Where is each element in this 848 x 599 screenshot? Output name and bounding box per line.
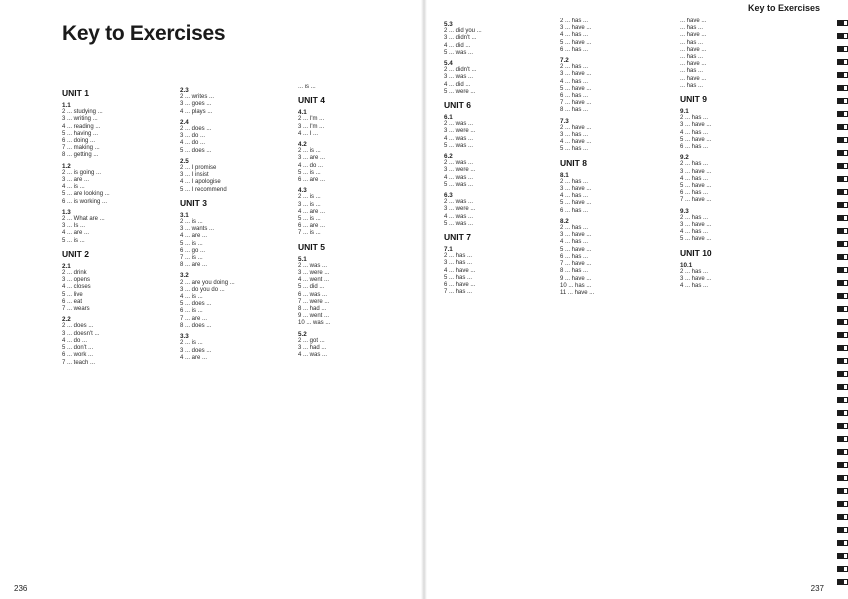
answer-line: 9 ... went ... xyxy=(298,313,330,320)
exercise-number: 6.2 xyxy=(444,153,453,161)
answer-line: 4 ... is ... xyxy=(62,184,85,191)
answer-line: 2 ... has ... xyxy=(560,178,589,185)
answer-line: 3 ... has ... xyxy=(560,132,589,139)
answer-line: 5 ... was ... xyxy=(444,220,474,227)
exercise-number: 10.1 xyxy=(680,261,693,269)
answer-line: 4 ... has ... xyxy=(560,32,589,39)
answer-line: 7 ... making ... xyxy=(62,145,100,152)
exercise-number: 4.1 xyxy=(298,109,307,117)
answer-line: 3 ... have ... xyxy=(680,168,712,175)
right-column-3 xyxy=(680,18,810,579)
exercise-number: 9.3 xyxy=(680,207,689,215)
answer-line: 3 ... were ... xyxy=(444,128,476,135)
answer-line: 2 ... was ... xyxy=(444,121,474,128)
answer-line: ... has ... xyxy=(680,82,704,89)
answer-line: 5 ... was ... xyxy=(444,181,474,188)
thumb-tab xyxy=(837,332,848,338)
thumb-tab xyxy=(837,527,848,533)
answer-line: 7 ... has ... xyxy=(444,289,473,296)
thumb-tab xyxy=(837,449,848,455)
answer-line: 6 ... has ... xyxy=(680,190,709,197)
answer-line: 5 ... have ... xyxy=(680,136,712,143)
answer-line: 4 ... was ... xyxy=(444,213,474,220)
answer-line: 6 ... has ... xyxy=(560,93,589,100)
answer-line: 2 ... drink xyxy=(62,270,87,277)
answer-line: 8 ... had ... xyxy=(298,306,327,313)
answer-line: 4 ... has ... xyxy=(680,229,709,236)
exercise-number: 5.2 xyxy=(298,330,307,338)
thumb-tab xyxy=(837,306,848,312)
unit-heading: UNIT 4 xyxy=(298,95,325,106)
thumb-tab xyxy=(837,280,848,286)
exercise-number: 2.3 xyxy=(180,87,189,94)
page-title: Key to Exercises xyxy=(62,22,226,45)
exercise-number: 3.3 xyxy=(180,333,189,341)
answer-line: 2 ... has ... xyxy=(560,64,589,71)
answer-line: 4 ... are ... xyxy=(62,230,90,237)
answer-line: 7 ... is ... xyxy=(180,255,203,262)
answer-line: ... has ... xyxy=(680,68,704,75)
answer-line: 2 ... was ... xyxy=(444,199,474,206)
exercise-number: 6.1 xyxy=(444,114,453,122)
unit-heading: UNIT 5 xyxy=(298,241,325,252)
answer-line: 5 ... was ... xyxy=(444,49,474,56)
answer-line: 3 ... have ... xyxy=(680,222,712,229)
answer-line: 6 ... are ... xyxy=(298,177,326,184)
thumb-tab xyxy=(837,228,848,234)
exercise-number: 2.5 xyxy=(180,157,189,165)
thumb-tab xyxy=(837,137,848,143)
thumb-tab xyxy=(837,475,848,481)
answer-line: 6 ... has ... xyxy=(560,253,589,260)
thumb-tab xyxy=(837,98,848,104)
answer-line: 4 ... reading ... xyxy=(62,123,101,130)
answer-line: 6 ... work ... xyxy=(62,352,94,359)
answer-line: 2 ... does ... xyxy=(180,126,212,133)
answer-line: 2 ... has ... xyxy=(680,214,709,221)
answer-line: 7 ... have ... xyxy=(560,100,592,107)
unit-heading: UNIT 9 xyxy=(680,94,707,105)
answer-line: 6 ... has ... xyxy=(560,207,589,214)
answer-line: 11 ... have ... xyxy=(560,289,595,296)
thumb-tab xyxy=(837,371,848,377)
answer-line: 2 ... has ... xyxy=(680,161,709,168)
answer-line: ... has ... xyxy=(680,54,704,61)
answer-line: 9 ... have ... xyxy=(560,275,592,282)
exercise-number: 6.3 xyxy=(444,192,453,200)
answer-line: 5 ... have ... xyxy=(560,85,592,92)
answer-line: 3 ... was ... xyxy=(444,74,474,81)
answer-line: 3 ... do ... xyxy=(180,133,206,140)
answer-line: 2 ... has ... xyxy=(560,18,589,24)
answer-line: 6 ... is ... xyxy=(180,308,203,315)
answer-line: 5 ... have ... xyxy=(680,183,712,190)
thumb-tab xyxy=(837,345,848,351)
answer-line: 5 ... have ... xyxy=(560,246,592,253)
thumb-tab xyxy=(837,33,848,39)
answer-line: 2 ... has ... xyxy=(680,268,709,275)
answer-line: 3 ... didn't ... xyxy=(444,35,477,42)
answer-line: 3 ... does ... xyxy=(180,347,212,354)
answer-line: 4 ... was ... xyxy=(444,174,474,181)
answer-line: 5 ... is ... xyxy=(298,216,321,223)
answer-line: 4 ... are ... xyxy=(180,354,208,361)
thumb-tab xyxy=(837,540,848,546)
answer-line: 4 ... went ... xyxy=(298,277,330,284)
thumb-tab xyxy=(837,215,848,221)
answer-line: 5 ... don't ... xyxy=(62,345,94,352)
answer-line: 2 ... got ... xyxy=(298,337,325,344)
answer-line: 4 ... was ... xyxy=(444,135,474,142)
answer-line: 5 ... were ... xyxy=(444,88,476,95)
left-page-number: 236 xyxy=(14,584,28,593)
thumb-tab xyxy=(837,358,848,364)
answer-line: 4 ... did ... xyxy=(444,81,471,88)
answer-line: 7 ... wears xyxy=(62,306,90,313)
answer-line: 6 ... has ... xyxy=(680,144,709,151)
thumb-tab xyxy=(837,124,848,130)
answer-line: ... have ... xyxy=(680,61,707,68)
answer-line: 2 ... are you doing ... xyxy=(180,279,235,286)
answer-line: 3 ... have ... xyxy=(560,232,592,239)
exercise-number: 1.1 xyxy=(62,102,71,109)
thumb-tab xyxy=(837,462,848,468)
answer-line: 3 ... had ... xyxy=(298,345,327,352)
answer-line: 4 ... have ... xyxy=(444,267,476,274)
unit-heading: UNIT 3 xyxy=(180,197,207,208)
answer-line: 6 ... have ... xyxy=(444,282,476,289)
answer-line: 3 ... goes ... xyxy=(180,101,212,108)
answer-line: 4 ... has ... xyxy=(560,239,589,246)
answer-line: 2 ... is ... xyxy=(298,148,321,155)
answer-line: 3 ... has ... xyxy=(444,260,473,267)
answer-line: 4 ... has ... xyxy=(680,283,709,290)
answer-line: 3 ... opens xyxy=(62,277,91,284)
exercise-number: 2.2 xyxy=(62,316,71,324)
exercise-number: 3.1 xyxy=(180,211,189,219)
thumb-tab xyxy=(837,553,848,559)
answer-line: 5 ... have ... xyxy=(560,39,592,46)
answer-line: 4 ... do ... xyxy=(298,162,324,169)
answer-line: 8 ... has ... xyxy=(560,107,589,114)
exercise-number: 1.3 xyxy=(62,208,71,216)
thumb-tab xyxy=(837,267,848,273)
answer-line: 3 ... doesn't ... xyxy=(62,330,100,337)
answer-line: 4 ... did ... xyxy=(444,42,471,49)
answer-line: 5 ... having ... xyxy=(62,130,99,137)
answer-line: 2 ... is going ... xyxy=(62,169,102,176)
thumb-tab xyxy=(837,176,848,182)
answer-line: 2 ... was ... xyxy=(298,262,328,269)
answer-line: 4 ... I ... xyxy=(298,130,319,137)
exercise-number: 5.3 xyxy=(444,21,453,28)
exercise-number: 7.3 xyxy=(560,117,569,125)
thumb-tab xyxy=(837,514,848,520)
thumb-tab xyxy=(837,59,848,65)
answer-line: 3 ... I'm ... xyxy=(298,123,325,130)
answer-line: 4 ... do ... xyxy=(180,140,206,147)
thumb-tab xyxy=(837,150,848,156)
answer-line: 7 ... are ... xyxy=(180,315,208,322)
answer-line: 5 ... does ... xyxy=(180,147,212,154)
answer-line: 5 ... does ... xyxy=(180,301,212,308)
exercise-number: 9.2 xyxy=(680,154,689,162)
answer-line: ... has ... xyxy=(680,39,704,46)
answer-line: 4 ... closes xyxy=(62,284,91,291)
thumb-tab xyxy=(837,423,848,429)
left-column-1 xyxy=(62,84,170,579)
right-column-1 xyxy=(444,18,552,579)
answer-line: 3 ... do you do ... xyxy=(180,286,225,293)
unit-heading: UNIT 2 xyxy=(62,248,89,259)
exercise-number: 5.4 xyxy=(444,60,453,68)
answer-line: 7 ... have ... xyxy=(680,197,712,204)
answer-line: 7 ... is ... xyxy=(298,230,321,237)
left-column-2 xyxy=(180,84,288,579)
answer-line: 3 ... were ... xyxy=(444,206,476,213)
answer-line: 5 ... was ... xyxy=(444,142,474,149)
unit-heading: UNIT 6 xyxy=(444,100,471,111)
answer-line: ... have ... xyxy=(680,32,707,39)
answer-line: 3 ... have ... xyxy=(560,186,592,193)
answer-line: 3 ... have ... xyxy=(560,25,592,32)
answer-line: 2 ... didn't ... xyxy=(444,67,477,74)
answer-line: 2 ... has ... xyxy=(680,115,709,122)
answer-line: 7 ... have ... xyxy=(560,261,592,268)
answer-line: 2 ... does ... xyxy=(62,323,94,330)
answer-line: 5 ... has ... xyxy=(560,146,589,153)
right-page xyxy=(424,0,848,599)
answer-line: 5 ... is ... xyxy=(62,237,85,244)
answer-line: 3 ... writing ... xyxy=(62,116,98,123)
answer-line: 2 ... have ... xyxy=(560,124,592,131)
answer-line: 5 ... did ... xyxy=(298,284,325,291)
exercise-number: 3.2 xyxy=(180,272,189,280)
answer-line: 7 ... teach ... xyxy=(62,359,96,366)
exercise-number: 2.1 xyxy=(62,262,71,270)
answer-line: 4 ... do ... xyxy=(62,337,88,344)
answer-line: 5 ... have ... xyxy=(680,236,712,243)
answer-line: 3 ... is ... xyxy=(298,201,321,208)
thumb-tab xyxy=(837,241,848,247)
exercise-number: 2.4 xyxy=(180,118,189,126)
unit-heading: UNIT 8 xyxy=(560,157,587,168)
thumb-tab xyxy=(837,202,848,208)
left-column-3 xyxy=(298,84,410,579)
answer-line: 3 ... were ... xyxy=(298,270,330,277)
answer-line: 3 ... wants ... xyxy=(180,226,215,233)
answer-line: 8 ... has ... xyxy=(560,268,589,275)
answer-line: 6 ... go ... xyxy=(180,247,206,254)
thumb-tab xyxy=(837,189,848,195)
answer-line: 2 ... has ... xyxy=(444,253,473,260)
answer-line: ... have ... xyxy=(680,18,707,24)
thumb-tab xyxy=(837,254,848,260)
thumb-tab xyxy=(837,566,848,572)
answer-line: 8 ... getting ... xyxy=(62,152,99,159)
answer-line: 7 ... were ... xyxy=(298,298,330,305)
thumb-tab xyxy=(837,72,848,78)
thumb-tab xyxy=(837,293,848,299)
thumb-tab xyxy=(837,488,848,494)
exercise-number: 7.1 xyxy=(444,246,453,254)
answer-line: 4 ... are ... xyxy=(180,233,208,240)
answer-line: 2 ... What are ... xyxy=(62,216,105,223)
answer-line: 2 ... I promise xyxy=(180,165,217,172)
answer-line: 2 ... has ... xyxy=(560,225,589,232)
answer-line: 5 ... are looking ... xyxy=(62,191,110,198)
thumb-tab xyxy=(837,579,848,585)
right-column-2 xyxy=(560,18,670,579)
exercise-number: 7.2 xyxy=(560,57,569,65)
answer-line: 2 ... did you ... xyxy=(444,28,482,35)
answer-line: 2 ... I'm ... xyxy=(298,116,325,123)
answer-line: 2 ... writes ... xyxy=(180,94,215,101)
answer-line: 2 ... is ... xyxy=(180,340,203,347)
answer-line: 5 ... have ... xyxy=(560,200,592,207)
thumb-tab xyxy=(837,501,848,507)
answer-line: 6 ... was ... xyxy=(298,291,328,298)
answer-line: 3 ... have ... xyxy=(680,276,712,283)
answer-line: 3 ... have ... xyxy=(560,71,592,78)
answer-line: 8 ... are ... xyxy=(180,262,208,269)
thumb-tab xyxy=(837,410,848,416)
answer-line: 6 ... is working ... xyxy=(62,198,108,205)
exercise-number: 5.1 xyxy=(298,255,307,263)
exercise-number: 8.2 xyxy=(560,217,569,225)
answer-line: 4 ... has ... xyxy=(560,78,589,85)
right-page-number: 237 xyxy=(810,584,824,593)
answer-line: 4 ... are ... xyxy=(298,208,326,215)
answer-line: 3 ... are ... xyxy=(62,177,90,184)
answer-line: 3 ... Is ... xyxy=(62,223,86,230)
answer-line: 2 ... was ... xyxy=(444,160,474,167)
unit-heading: UNIT 7 xyxy=(444,232,471,243)
answer-line: 6 ... has ... xyxy=(560,46,589,53)
answer-line: 5 ... I recommend xyxy=(180,186,227,193)
thumb-tab xyxy=(837,20,848,26)
answer-line: ... have ... xyxy=(680,46,707,53)
thumb-tab xyxy=(837,111,848,117)
thumb-tab xyxy=(837,46,848,52)
answer-line: 5 ... is ... xyxy=(298,169,321,176)
exercise-number: 1.2 xyxy=(62,162,71,170)
answer-line: 10 ... has ... xyxy=(560,282,592,289)
unit-heading: UNIT 10 xyxy=(680,247,712,258)
thumb-tab xyxy=(837,85,848,91)
answer-line: 5 ... live xyxy=(62,291,83,298)
thumb-tab xyxy=(837,163,848,169)
answer-line: 3 ... were ... xyxy=(444,167,476,174)
unit-heading: UNIT 1 xyxy=(62,88,89,98)
answer-line: 4 ... have ... xyxy=(560,139,592,146)
exercise-number: 9.1 xyxy=(680,108,689,116)
thumb-tab xyxy=(837,397,848,403)
thumb-tab xyxy=(837,436,848,442)
running-head: Key to Exercises xyxy=(747,3,820,13)
thumb-tab xyxy=(837,319,848,325)
thumb-tab xyxy=(837,384,848,390)
exercise-number: 4.2 xyxy=(298,141,307,149)
answer-line: ... has ... xyxy=(680,25,704,32)
answer-line: ... have ... xyxy=(680,75,707,82)
answer-line: 2 ... is ... xyxy=(180,219,203,226)
answer-line: 5 ... is ... xyxy=(180,240,203,247)
answer-line: 4 ... is ... xyxy=(180,294,203,301)
answer-line: 3 ... are ... xyxy=(298,155,326,162)
answer-line: 4 ... was ... xyxy=(298,352,328,359)
thumb-index-tabs xyxy=(836,20,848,599)
answer-line: 4 ... has ... xyxy=(560,193,589,200)
answer-line: 3 ... have ... xyxy=(680,122,712,129)
exercise-number: 4.3 xyxy=(298,187,307,195)
answer-line: 3 ... I insist xyxy=(180,172,209,179)
answer-line: ... is ... xyxy=(298,84,316,90)
answer-line: 4 ... plays ... xyxy=(180,108,213,115)
answer-line: 6 ... eat xyxy=(62,298,83,305)
answer-line: 6 ... are ... xyxy=(298,223,326,230)
answer-line: 10 ... was ... xyxy=(298,320,331,327)
answer-line: 5 ... has ... xyxy=(444,274,473,281)
answer-line: 4 ... I apologise xyxy=(180,179,221,186)
exercise-number: 8.1 xyxy=(560,171,569,179)
answer-line: 4 ... has ... xyxy=(680,129,709,136)
answer-line: 2 ... studying ... xyxy=(62,109,103,116)
answer-line: 4 ... has ... xyxy=(680,175,709,182)
answer-line: 2 ... is ... xyxy=(298,194,321,201)
answer-line: 6 ... doing ... xyxy=(62,138,96,145)
answer-line: 8 ... does ... xyxy=(180,322,212,329)
